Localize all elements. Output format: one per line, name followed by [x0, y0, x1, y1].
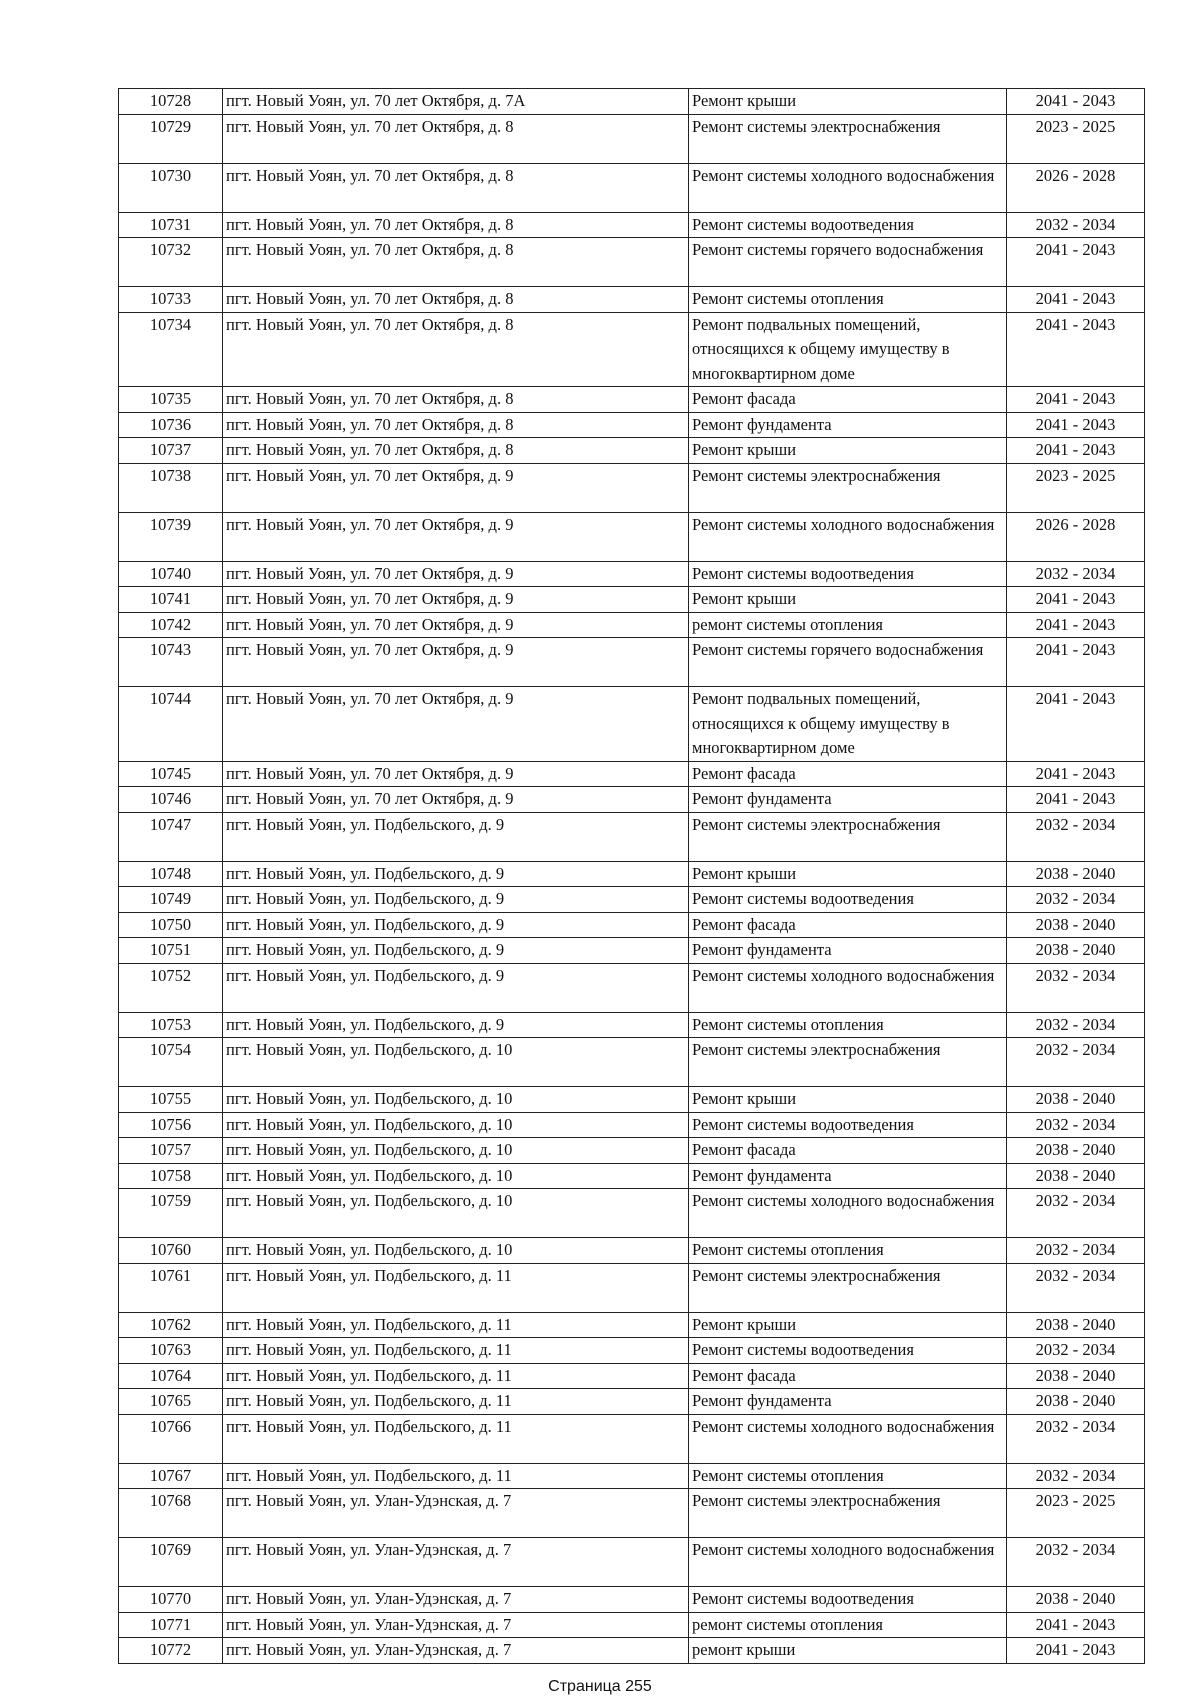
table-row [119, 1338, 1145, 1364]
table-row [119, 1587, 1145, 1613]
work-type-cell: Ремонт системы холодного водоснабжения [689, 163, 1007, 212]
address-cell: пгт. Новый Уоян, ул. Подбельского, д. 10 [223, 1138, 689, 1164]
work-type-cell: Ремонт фундамента [689, 1163, 1007, 1189]
row-number-cell: 10749 [119, 887, 223, 913]
work-type-cell: Ремонт системы отопления [689, 1012, 1007, 1038]
row-number-cell: 10759 [119, 1189, 223, 1238]
table-row [119, 238, 1145, 287]
row-number-cell: 10751 [119, 938, 223, 964]
row-number-cell: 10753 [119, 1012, 223, 1038]
row-number-cell: 10730 [119, 163, 223, 212]
table-row [119, 463, 1145, 512]
table-row [119, 761, 1145, 787]
work-type-cell: Ремонт системы водоотведения [689, 561, 1007, 587]
work-type-cell: Ремонт системы холодного водоснабжения [689, 1538, 1007, 1587]
address-cell: пгт. Новый Уоян, ул. 70 лет Октября, д. 9 [223, 463, 689, 512]
years-cell: 2023 - 2025 [1007, 114, 1145, 163]
address-cell: пгт. Новый Уоян, ул. 70 лет Октября, д. 9 [223, 512, 689, 561]
address-cell: пгт. Новый Уоян, ул. Подбельского, д. 11 [223, 1389, 689, 1415]
table-row [119, 1138, 1145, 1164]
row-number-cell: 10754 [119, 1038, 223, 1087]
table-row [119, 412, 1145, 438]
table-row [119, 114, 1145, 163]
years-cell: 2041 - 2043 [1007, 1612, 1145, 1638]
row-number-cell: 10732 [119, 238, 223, 287]
row-number-cell: 10761 [119, 1263, 223, 1312]
work-type-cell: Ремонт системы отопления [689, 287, 1007, 313]
row-number-cell: 10736 [119, 412, 223, 438]
years-cell: 2038 - 2040 [1007, 912, 1145, 938]
row-number-cell: 10742 [119, 612, 223, 638]
years-cell: 2032 - 2034 [1007, 1538, 1145, 1587]
years-cell: 2026 - 2028 [1007, 512, 1145, 561]
address-cell: пгт. Новый Уоян, ул. Подбельского, д. 10 [223, 1163, 689, 1189]
row-number-cell: 10760 [119, 1238, 223, 1264]
work-type-cell: Ремонт системы горячего водоснабжения [689, 638, 1007, 687]
address-cell: пгт. Новый Уоян, ул. 70 лет Октября, д. 9 [223, 787, 689, 813]
row-number-cell: 10756 [119, 1112, 223, 1138]
work-type-cell: Ремонт фасада [689, 912, 1007, 938]
table-row [119, 561, 1145, 587]
table-row [119, 812, 1145, 861]
table-row [119, 1238, 1145, 1264]
address-cell: пгт. Новый Уоян, ул. Подбельского, д. 10 [223, 1038, 689, 1087]
work-type-cell: Ремонт системы водоотведения [689, 1587, 1007, 1613]
years-cell: 2041 - 2043 [1007, 412, 1145, 438]
row-number-cell: 10739 [119, 512, 223, 561]
table-row [119, 612, 1145, 638]
address-cell: пгт. Новый Уоян, ул. Улан-Удэнская, д. 7 [223, 1638, 689, 1664]
work-type-cell: Ремонт фасада [689, 1363, 1007, 1389]
table-row [119, 963, 1145, 1012]
work-type-cell: Ремонт крыши [689, 1087, 1007, 1113]
row-number-cell: 10747 [119, 812, 223, 861]
row-number-cell: 10734 [119, 312, 223, 387]
years-cell: 2038 - 2040 [1007, 1163, 1145, 1189]
table-row [119, 1038, 1145, 1087]
years-cell: 2032 - 2034 [1007, 212, 1145, 238]
address-cell: пгт. Новый Уоян, ул. Подбельского, д. 9 [223, 1012, 689, 1038]
years-cell: 2023 - 2025 [1007, 463, 1145, 512]
address-cell: пгт. Новый Уоян, ул. Подбельского, д. 11 [223, 1312, 689, 1338]
address-cell: пгт. Новый Уоян, ул. 70 лет Октября, д. 9 [223, 638, 689, 687]
work-type-cell: ремонт системы отопления [689, 1612, 1007, 1638]
address-cell: пгт. Новый Уоян, ул. Подбельского, д. 10 [223, 1189, 689, 1238]
address-cell: пгт. Новый Уоян, ул. Улан-Удэнская, д. 7 [223, 1489, 689, 1538]
work-type-cell: Ремонт фундамента [689, 1389, 1007, 1415]
years-cell: 2026 - 2028 [1007, 163, 1145, 212]
table-row [119, 1163, 1145, 1189]
work-type-cell: Ремонт фундамента [689, 412, 1007, 438]
row-number-cell: 10738 [119, 463, 223, 512]
work-type-cell: Ремонт системы электроснабжения [689, 812, 1007, 861]
row-number-cell: 10737 [119, 438, 223, 464]
years-cell: 2032 - 2034 [1007, 1263, 1145, 1312]
table-row [119, 512, 1145, 561]
address-cell: пгт. Новый Уоян, ул. 70 лет Октября, д. 8 [223, 287, 689, 313]
years-cell: 2038 - 2040 [1007, 1138, 1145, 1164]
work-type-cell: Ремонт системы водоотведения [689, 1338, 1007, 1364]
table-row [119, 1112, 1145, 1138]
years-cell: 2032 - 2034 [1007, 1189, 1145, 1238]
years-cell: 2032 - 2034 [1007, 887, 1145, 913]
table-row [119, 938, 1145, 964]
years-cell: 2041 - 2043 [1007, 312, 1145, 387]
years-cell: 2032 - 2034 [1007, 1338, 1145, 1364]
table-row [119, 1363, 1145, 1389]
row-number-cell: 10744 [119, 687, 223, 762]
address-cell: пгт. Новый Уоян, ул. Подбельского, д. 11 [223, 1363, 689, 1389]
address-cell: пгт. Новый Уоян, ул. 70 лет Октября, д. 9 [223, 761, 689, 787]
work-type-cell: ремонт крыши [689, 1638, 1007, 1664]
work-type-cell: Ремонт системы отопления [689, 1238, 1007, 1264]
years-cell: 2038 - 2040 [1007, 938, 1145, 964]
address-cell: пгт. Новый Уоян, ул. Улан-Удэнская, д. 7 [223, 1612, 689, 1638]
address-cell: пгт. Новый Уоян, ул. 70 лет Октября, д. 8 [223, 387, 689, 413]
years-cell: 2041 - 2043 [1007, 687, 1145, 762]
work-type-cell: ремонт системы отопления [689, 612, 1007, 638]
years-cell: 2032 - 2034 [1007, 1463, 1145, 1489]
work-type-cell: Ремонт фундамента [689, 787, 1007, 813]
years-cell: 2038 - 2040 [1007, 1087, 1145, 1113]
work-type-cell: Ремонт системы водоотведения [689, 212, 1007, 238]
work-type-cell: Ремонт системы электроснабжения [689, 463, 1007, 512]
row-number-cell: 10762 [119, 1312, 223, 1338]
work-type-cell: Ремонт подвальных помещений, относящихся к общему имуществу в многоквартирном доме [689, 312, 1007, 387]
table-row [119, 687, 1145, 762]
work-type-cell: Ремонт системы холодного водоснабжения [689, 512, 1007, 561]
work-type-cell: Ремонт системы холодного водоснабжения [689, 1414, 1007, 1463]
table-row [119, 912, 1145, 938]
work-type-cell: Ремонт системы холодного водоснабжения [689, 1189, 1007, 1238]
work-type-cell: Ремонт крыши [689, 89, 1007, 115]
years-cell: 2032 - 2034 [1007, 1012, 1145, 1038]
table-row [119, 1389, 1145, 1415]
work-type-cell: Ремонт системы электроснабжения [689, 1489, 1007, 1538]
table-row [119, 587, 1145, 613]
address-cell: пгт. Новый Уоян, ул. 70 лет Октября, д. 8 [223, 312, 689, 387]
years-cell: 2032 - 2034 [1007, 1414, 1145, 1463]
years-cell: 2041 - 2043 [1007, 238, 1145, 287]
work-type-cell: Ремонт системы отопления [689, 1463, 1007, 1489]
work-type-cell: Ремонт подвальных помещений, относящихся к общему имуществу в многоквартирном доме [689, 687, 1007, 762]
work-type-cell: Ремонт системы водоотведения [689, 887, 1007, 913]
table-row [119, 312, 1145, 387]
address-cell: пгт. Новый Уоян, ул. Подбельского, д. 9 [223, 963, 689, 1012]
table-row [119, 1087, 1145, 1113]
table-row [119, 887, 1145, 913]
address-cell: пгт. Новый Уоян, ул. Улан-Удэнская, д. 7 [223, 1538, 689, 1587]
row-number-cell: 10758 [119, 1163, 223, 1189]
table-row [119, 1263, 1145, 1312]
work-type-cell: Ремонт системы электроснабжения [689, 114, 1007, 163]
years-cell: 2032 - 2034 [1007, 1112, 1145, 1138]
address-cell: пгт. Новый Уоян, ул. 70 лет Октября, д. 8 [223, 438, 689, 464]
address-cell: пгт. Новый Уоян, ул. 70 лет Октября, д. 8 [223, 412, 689, 438]
years-cell: 2041 - 2043 [1007, 387, 1145, 413]
table-row [119, 212, 1145, 238]
years-cell: 2041 - 2043 [1007, 89, 1145, 115]
row-number-cell: 10741 [119, 587, 223, 613]
row-number-cell: 10745 [119, 761, 223, 787]
row-number-cell: 10740 [119, 561, 223, 587]
address-cell: пгт. Новый Уоян, ул. Подбельского, д. 9 [223, 912, 689, 938]
address-cell: пгт. Новый Уоян, ул. Улан-Удэнская, д. 7 [223, 1587, 689, 1613]
row-number-cell: 10735 [119, 387, 223, 413]
table-row [119, 287, 1145, 313]
table-row [119, 861, 1145, 887]
years-cell: 2032 - 2034 [1007, 1238, 1145, 1264]
row-number-cell: 10766 [119, 1414, 223, 1463]
address-cell: пгт. Новый Уоян, ул. Подбельского, д. 9 [223, 938, 689, 964]
row-number-cell: 10750 [119, 912, 223, 938]
row-number-cell: 10733 [119, 287, 223, 313]
years-cell: 2041 - 2043 [1007, 761, 1145, 787]
work-type-cell: Ремонт системы холодного водоснабжения [689, 963, 1007, 1012]
row-number-cell: 10729 [119, 114, 223, 163]
table-row [119, 163, 1145, 212]
years-cell: 2041 - 2043 [1007, 612, 1145, 638]
row-number-cell: 10767 [119, 1463, 223, 1489]
years-cell: 2032 - 2034 [1007, 812, 1145, 861]
address-cell: пгт. Новый Уоян, ул. 70 лет Октября, д. 8 [223, 163, 689, 212]
work-type-cell: Ремонт фасада [689, 761, 1007, 787]
address-cell: пгт. Новый Уоян, ул. 70 лет Октября, д. 8 [223, 212, 689, 238]
row-number-cell: 10728 [119, 89, 223, 115]
years-cell: 2041 - 2043 [1007, 587, 1145, 613]
work-type-cell: Ремонт фасада [689, 1138, 1007, 1164]
table-row [119, 638, 1145, 687]
address-cell: пгт. Новый Уоян, ул. 70 лет Октября, д. 9 [223, 587, 689, 613]
table-row [119, 1012, 1145, 1038]
work-type-cell: Ремонт системы электроснабжения [689, 1038, 1007, 1087]
row-number-cell: 10746 [119, 787, 223, 813]
row-number-cell: 10743 [119, 638, 223, 687]
page-footer: Страница 255 [548, 1678, 652, 1695]
years-cell: 2038 - 2040 [1007, 1363, 1145, 1389]
row-number-cell: 10763 [119, 1338, 223, 1364]
years-cell: 2032 - 2034 [1007, 561, 1145, 587]
address-cell: пгт. Новый Уоян, ул. Подбельского, д. 11 [223, 1414, 689, 1463]
work-type-cell: Ремонт фундамента [689, 938, 1007, 964]
work-type-cell: Ремонт крыши [689, 587, 1007, 613]
row-number-cell: 10752 [119, 963, 223, 1012]
table-row [119, 438, 1145, 464]
years-cell: 2041 - 2043 [1007, 1638, 1145, 1664]
work-type-cell: Ремонт системы электроснабжения [689, 1263, 1007, 1312]
table-row [119, 1538, 1145, 1587]
table-row [119, 1638, 1145, 1664]
address-cell: пгт. Новый Уоян, ул. 70 лет Октября, д. 8 [223, 238, 689, 287]
row-number-cell: 10755 [119, 1087, 223, 1113]
work-type-cell: Ремонт крыши [689, 438, 1007, 464]
table-row [119, 1414, 1145, 1463]
work-type-cell: Ремонт системы горячего водоснабжения [689, 238, 1007, 287]
years-cell: 2038 - 2040 [1007, 1587, 1145, 1613]
table-row [119, 1612, 1145, 1638]
years-cell: 2041 - 2043 [1007, 638, 1145, 687]
work-type-cell: Ремонт системы водоотведения [689, 1112, 1007, 1138]
row-number-cell: 10764 [119, 1363, 223, 1389]
row-number-cell: 10748 [119, 861, 223, 887]
table-row [119, 1312, 1145, 1338]
row-number-cell: 10765 [119, 1389, 223, 1415]
years-cell: 2032 - 2034 [1007, 1038, 1145, 1087]
address-cell: пгт. Новый Уоян, ул. Подбельского, д. 10 [223, 1112, 689, 1138]
row-number-cell: 10772 [119, 1638, 223, 1664]
table-row [119, 89, 1145, 115]
row-number-cell: 10771 [119, 1612, 223, 1638]
address-cell: пгт. Новый Уоян, ул. Подбельского, д. 9 [223, 861, 689, 887]
years-cell: 2038 - 2040 [1007, 1312, 1145, 1338]
address-cell: пгт. Новый Уоян, ул. 70 лет Октября, д. 7А [223, 89, 689, 115]
work-type-cell: Ремонт крыши [689, 861, 1007, 887]
address-cell: пгт. Новый Уоян, ул. 70 лет Октября, д. 9 [223, 687, 689, 762]
years-cell: 2041 - 2043 [1007, 287, 1145, 313]
table-row [119, 1463, 1145, 1489]
work-type-cell: Ремонт крыши [689, 1312, 1007, 1338]
table-row [119, 787, 1145, 813]
years-cell: 2032 - 2034 [1007, 963, 1145, 1012]
table-body [119, 89, 1145, 1664]
address-cell: пгт. Новый Уоян, ул. Подбельского, д. 11 [223, 1263, 689, 1312]
years-cell: 2041 - 2043 [1007, 438, 1145, 464]
address-cell: пгт. Новый Уоян, ул. 70 лет Октября, д. 8 [223, 114, 689, 163]
years-cell: 2038 - 2040 [1007, 861, 1145, 887]
years-cell: 2038 - 2040 [1007, 1389, 1145, 1415]
table-row [119, 1489, 1145, 1538]
row-number-cell: 10770 [119, 1587, 223, 1613]
table-row [119, 387, 1145, 413]
years-cell: 2041 - 2043 [1007, 787, 1145, 813]
address-cell: пгт. Новый Уоян, ул. Подбельского, д. 11 [223, 1463, 689, 1489]
address-cell: пгт. Новый Уоян, ул. Подбельского, д. 10 [223, 1087, 689, 1113]
row-number-cell: 10769 [119, 1538, 223, 1587]
address-cell: пгт. Новый Уоян, ул. Подбельского, д. 10 [223, 1238, 689, 1264]
row-number-cell: 10757 [119, 1138, 223, 1164]
address-cell: пгт. Новый Уоян, ул. 70 лет Октября, д. 9 [223, 612, 689, 638]
work-type-cell: Ремонт фасада [689, 387, 1007, 413]
row-number-cell: 10768 [119, 1489, 223, 1538]
years-cell: 2023 - 2025 [1007, 1489, 1145, 1538]
address-cell: пгт. Новый Уоян, ул. 70 лет Октября, д. 9 [223, 561, 689, 587]
address-cell: пгт. Новый Уоян, ул. Подбельского, д. 11 [223, 1338, 689, 1364]
address-cell: пгт. Новый Уоян, ул. Подбельского, д. 9 [223, 812, 689, 861]
row-number-cell: 10731 [119, 212, 223, 238]
table-row [119, 1189, 1145, 1238]
repair-schedule-table [118, 88, 1145, 1664]
address-cell: пгт. Новый Уоян, ул. Подбельского, д. 9 [223, 887, 689, 913]
